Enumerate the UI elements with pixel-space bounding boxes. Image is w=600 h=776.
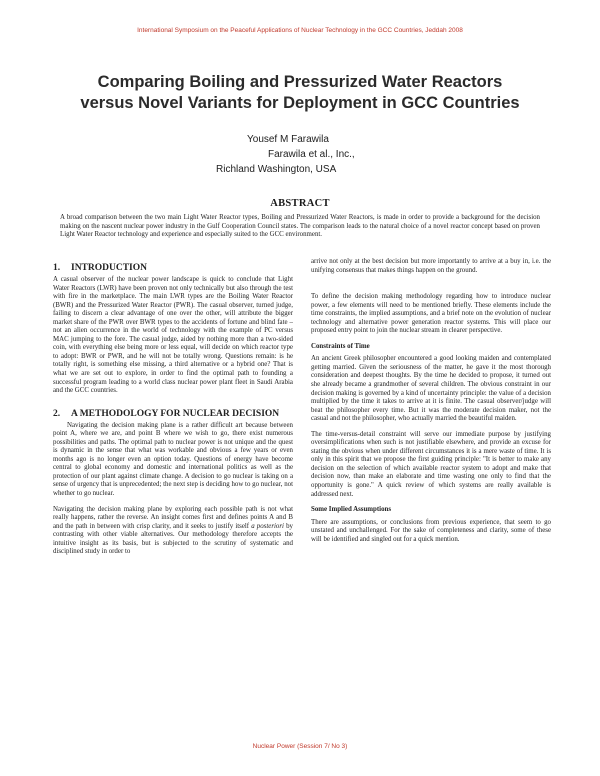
abstract-body: A broad comparison between the two main Light Water Reactor types, Boiling and Pressurized Water Reactors, is made in order to provide a background for the decision making on the nascent nuclear power industry in the Gulf Cooperation Council states. The comparison leads to the natural choice of a novel reactor concept based on proven Light Water Reactor technology and experience and especially suited to the GCC environment.: [60, 214, 540, 239]
running-header: International Symposium on the Peaceful Applications of Nuclear Technology in the GCC Countries, Jeddah 2008: [137, 27, 463, 34]
section-1-title: INTRODUCTION: [71, 263, 148, 273]
assumptions-heading: Some Implied Assumptions: [311, 506, 392, 514]
section-2-number: 2.: [53, 408, 61, 419]
left-column: [53, 262, 293, 564]
paper-title: [40, 72, 560, 114]
section-2-heading: [53, 408, 293, 420]
page-footer: Nuclear Power (Session 7/ No 3): [252, 743, 348, 750]
section-2-paragraph-2-a: Navigating the decision making plane by exploring each possible path is not what really happens, rather the reverse. An insight comes first and defines points A and B and the path in between with crisp clarity, and it seeks to justify itself: [53, 505, 293, 530]
author-name: Yousef M Farawila: [247, 134, 329, 145]
author-affiliation: Farawila et al., Inc.,: [268, 149, 355, 160]
section-2-paragraph-1: Navigating the decision making plane is a rather difficult art because between point A, where we are, and point B where we wish to go, there exist numerous possibilities and paths. The optimal path to nuclear power is not unique and the quest is dynamic in the sense that what was workable and obvious a few years or even months ago is no longer even an option today. Questions of energy have become central to global economy and domestic and international politics as well as the protection of our plant against climate change. A decision to go nuclear is taking on a sense of urgency that is unprecedented; the next step is deciding how to go nuclear, not whether to go nuclear.: [53, 421, 293, 498]
paper-title-line-2: versus Novel Variants for Deployment in GCC Countries: [80, 94, 520, 112]
section-1-heading: [53, 262, 293, 274]
section-2-paragraph-3: To define the decision making methodology regarding how to introduce nuclear power, a few elements will need to be mentioned briefly. These elements include the time constraints, the implied assumptions, and a brief note on the evolution of nuclear technology and alternative power generation reactor systems. This will place our proposed entry point to join the nuclear stream in clearer perspective.: [311, 293, 551, 335]
constraints-paragraph-2: The time-versus-detail constraint will serve our immediate purpose by justifying oversimplifications when such is not justifiable elsewhere, and provide an excuse for stating the obvious when under different circumstances it is a mere waste of time. It is only in this spirit that we propose the first guiding principle: "It is better to make any decision on the selection of which available reactor system to adopt and make that decision now, than make an elaborate and time wasting one only to find that the opportunity is gone." A quick review of which systems are really available is addressed next.: [311, 430, 551, 498]
constraints-heading: Constraints of Time: [311, 342, 370, 350]
constraints-paragraph-1: An ancient Greek philosopher encountered a good looking maiden and contemplated getting married. Given the seriousness of the matter, he gave it the most thorough consideration and deepest thoughts. By the time he decided to propose, it turned out she already became a grandmother of several children. The obvious constraint in our decision making is governed by a kind of uncertainty principle: the value of a decision multiplied by the time it takes to arrive at it is finite. The casual observer/judge will beat the philosopher every time. But it was the moderate decision maker, not the casual and not the philosopher, who actually married the beautiful maiden.: [311, 355, 551, 423]
paper-title-line-1: Comparing Boiling and Pressurized Water Reactors: [97, 73, 503, 91]
section-2-paragraph-2-b: by contrasting with other viable alternatives. Our methodology therefore accepts the intuitive insight as its basis, but is subjected to the scrutiny of systematic and disciplined study in order to: [53, 522, 293, 556]
section-2-title: A METHODOLOGY FOR NUCLEAR DECISION: [71, 408, 280, 419]
section-1-number: 1.: [53, 263, 61, 273]
assumptions-paragraph-1: There are assumptions, or conclusions from previous experience, that seem to go unstated and unchallenged. For the sake of completeness and clarity, some of these will be identified and singled out for a quick mention.: [311, 518, 551, 543]
section-1-paragraph: A casual observer of the nuclear power landscape is quick to conclude that Light Water Reactors (LWR) have been proven not only technically but also through the test with fire in the marketplace. The main LWR types are the Boiling Water Reactor (BWR) and the Pressurized Water Reactor (PWR). The casual observer, turned judge, failing to discern a clear advantage of one over the other, will attribute the bigger market share of the PWR over BWR types to the accidents of fortune and blind fate – not an alien occurrence in the world of technology with the example of PC versus MAC jumping to the fore. The casual judge, aided by nothing more than a two-sided coin, with everything else being more or less equal, will decide on which reactor type to adopt: BWR or PWR, and he will not be totally wrong. Questions remain: is he totally right, is something else missing, a third alternative or a hybrid one? That is what we are set out to explore, in order to find the optimal path to founding a successful program leading to a world class nuclear power plant fleet in Saudi Arabia and the GCC countries.: [53, 276, 293, 395]
section-2-paragraph-2: [53, 506, 293, 557]
section-2-continuation: arrive not only at the best decision but more importantly to arrive at a buy in, i.e. the unifying consensus that makes things happen on the ground.: [311, 258, 551, 274]
section-2-paragraph-2-em: a posteriori: [251, 522, 284, 530]
author-location: Richland Washington, USA: [216, 164, 337, 175]
abstract-heading: ABSTRACT: [270, 198, 330, 209]
right-column: [311, 258, 551, 551]
